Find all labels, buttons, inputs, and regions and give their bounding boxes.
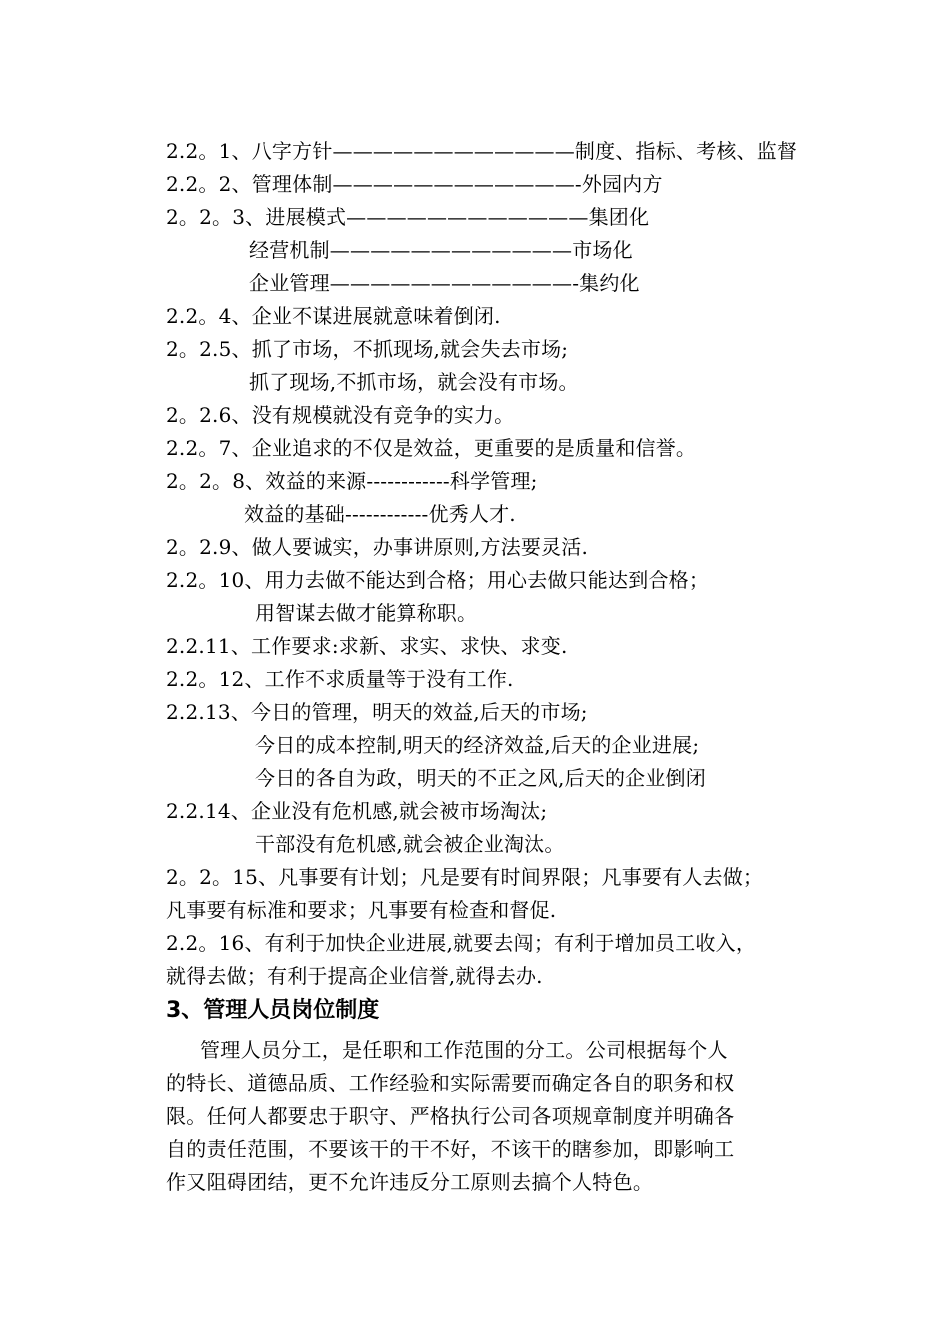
text-line: 抓了现场,不抓市场，就会没有市场。 [249,370,579,394]
text-line: 2。2。8、效益的来源------------科学管理; [166,469,538,493]
paragraph-line: 限。任何人都要忠于职守、严格执行公司各项规章制度并明确各 [166,1104,735,1128]
paragraph-line: 的特长、道德品质、工作经验和实际需要而确定各自的职务和权 [166,1071,735,1095]
paragraph-line: 自的责任范围，不要该干的干不好，不该干的瞎参加，即影响工 [166,1137,735,1161]
text-line: 干部没有危机感,就会被企业淘汰。 [255,832,565,856]
text-line: 2.2.13、今日的管理，明天的效益,后天的市场; [166,700,588,724]
text-line: 2。2.6、没有规模就没有竞争的实力。 [166,403,515,427]
text-line: 2。2.9、做人要诚实，办事讲原则,方法要灵活. [166,535,589,559]
text-line: 2.2。2、管理体制————————————-外园内方 [166,172,663,196]
text-line: 经营机制————————————市场化 [249,238,633,262]
text-line: 2.2。7、企业追求的不仅是效益，更重要的是质量和信誉。 [166,436,697,460]
text-line: 2。2.5、抓了市场，不抓现场,就会失去市场; [166,337,569,361]
text-line: 2.2。12、工作不求质量等于没有工作. [166,667,514,691]
text-line: 2.2。16、有利于加快企业进展,就要去闯；有利于增加员工收入， [166,931,757,955]
paragraph-line: 管理人员分工，是任职和工作范围的分工。公司根据每个人 [200,1038,728,1062]
text-line: 今日的成本控制,明天的经济效益,后天的企业进展; [255,733,700,757]
text-line: 凡事要有标准和要求；凡事要有检查和督促. [166,898,557,922]
text-line: 就得去做；有利于提高企业信誉,就得去办. [166,964,543,988]
text-line: 2.2.11、工作要求:求新、求实、求快、求变. [166,634,568,658]
text-line: 2.2。1、八字方针————————————制度、指标、考核、监督 [166,139,798,163]
text-line: 效益的基础------------优秀人才. [244,502,516,526]
text-line: 2.2。10、用力去做不能达到合格；用心去做只能达到合格； [166,568,710,592]
text-line: 用智谋去做才能算称职。 [255,601,478,625]
paragraph-line: 作又阻碍团结，更不允许违反分工原则去搞个人特色。 [166,1170,654,1194]
text-line: 企业管理————————————-集约化 [249,271,640,295]
text-line: 2。2。3、进展模式————————————集团化 [166,205,650,229]
text-line: 2.2。4、企业不谋进展就意味着倒闭. [166,304,501,328]
section-heading: 3、管理人员岗位制度 [166,998,380,1023]
text-line: 2.2.14、企业没有危机感,就会被市场淘汰; [166,799,548,823]
text-line: 今日的各自为政，明天的不正之风,后天的企业倒闭 [255,766,706,790]
text-line: 2。2。15、凡事要有计划；凡是要有时间界限；凡事要有人去做； [166,865,764,889]
